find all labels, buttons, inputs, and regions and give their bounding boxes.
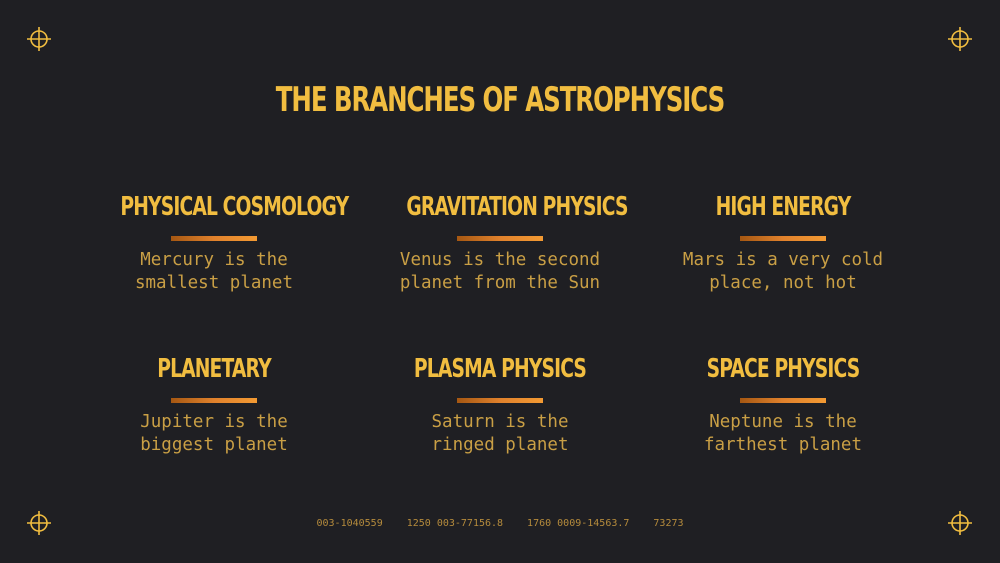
crosshair-icon <box>948 27 972 51</box>
footer-code: 1760 0009-14563.7 <box>527 518 630 529</box>
card-space-physics <box>653 352 913 457</box>
footer-code: 73273 <box>653 518 684 529</box>
card-description: Saturn is the ringed planet <box>431 412 569 455</box>
slide-title: THE BRANCHES OF ASTROPHYSICS <box>275 80 725 120</box>
card-divider <box>740 398 826 403</box>
card-divider <box>740 236 826 241</box>
card-description: Jupiter is the biggest planet <box>140 412 288 455</box>
crosshair-icon <box>27 27 51 51</box>
card-heading: PLASMA PHYSICS <box>413 354 587 384</box>
card-description: Mars is a very cold place, not hot <box>682 250 884 293</box>
card-divider <box>171 398 257 403</box>
card-gravitation-physics <box>370 190 630 295</box>
card-heading: GRAVITATION PHYSICS <box>406 192 628 222</box>
card-heading: PLANETARY <box>157 354 271 384</box>
footer-code: 003-1040559 <box>316 518 383 529</box>
card-physical-cosmology <box>84 190 349 295</box>
card-plasma-physics <box>370 352 630 457</box>
footer-codes <box>0 518 1000 529</box>
card-description: Mercury is the smallest planet <box>134 250 294 293</box>
card-heading: PHYSICAL COSMOLOGY <box>120 192 349 222</box>
card-divider <box>457 398 543 403</box>
card-planetary <box>84 352 344 457</box>
card-heading: HIGH ENERGY <box>715 192 851 222</box>
card-divider <box>171 236 257 241</box>
card-high-energy <box>653 190 913 295</box>
card-divider <box>457 236 543 241</box>
card-heading: SPACE PHYSICS <box>706 354 860 384</box>
card-description: Venus is the second planet from the Sun <box>399 250 601 293</box>
footer-code: 1250 003-77156.8 <box>406 518 504 529</box>
card-description: Neptune is the farthest planet <box>703 412 863 455</box>
